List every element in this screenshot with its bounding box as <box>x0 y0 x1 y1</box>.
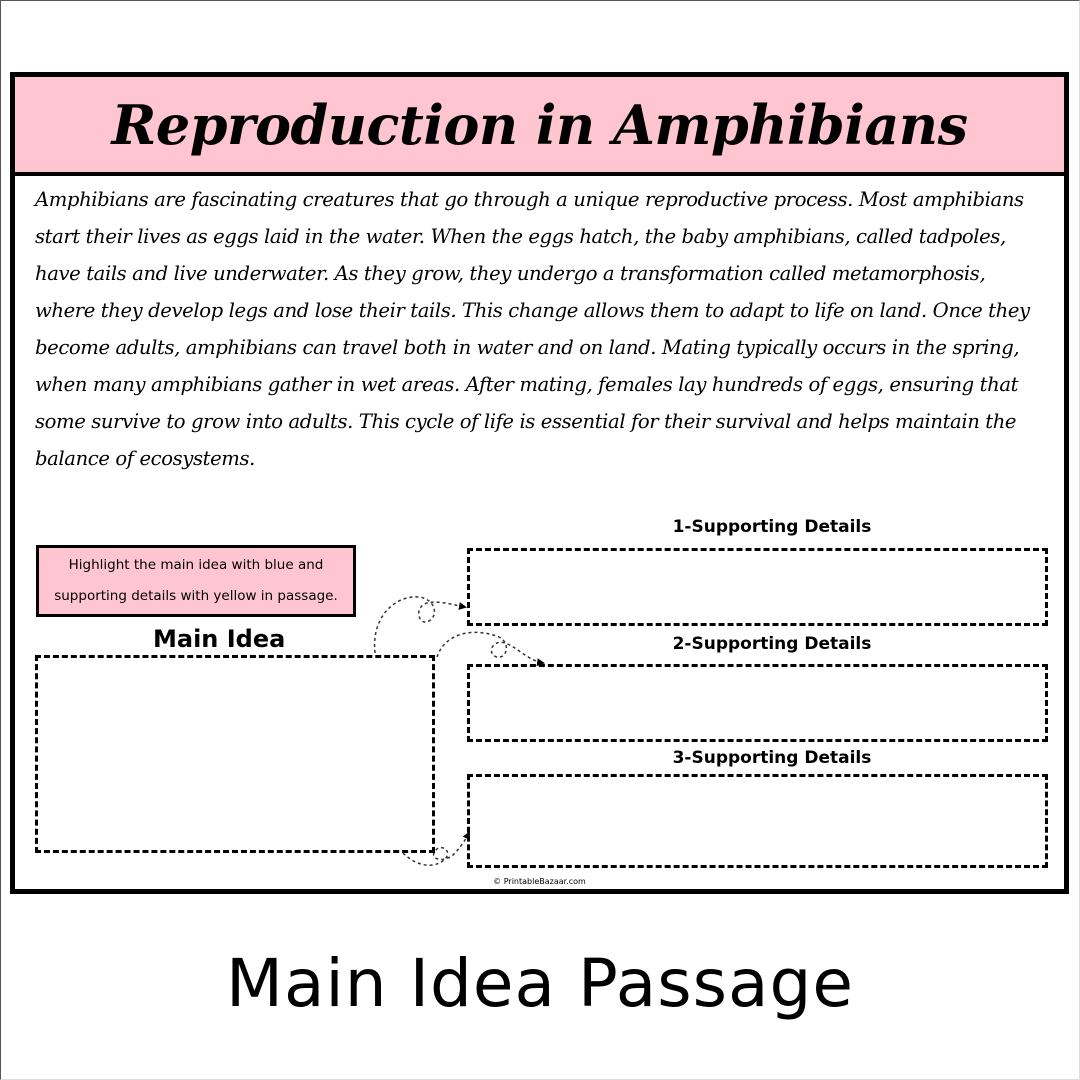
supporting-detail-2-box[interactable] <box>467 664 1048 742</box>
worksheet <box>10 72 1069 894</box>
arrow-to-detail-1 <box>375 597 465 653</box>
arrow-to-detail-2 <box>437 632 543 663</box>
title-band <box>15 77 1064 176</box>
supporting-detail-3-heading: 3-Supporting Details <box>672 748 872 768</box>
supporting-detail-1-heading: 1-Supporting Details <box>672 517 872 537</box>
reading-passage: Amphibians are fascinating creatures that go through a unique reproductive process. Most amphibians start their lives as eggs laid in the water. When the eggs hatch, the baby amphibians, called tadpoles, have tails and live underwater. As they grow, they undergo a transformation called metamorphosis, where they develop legs and lose their tails. This change allows them to adapt to life on land. Once they become adults, amphibians can travel both in water and on land. Mating typically occurs in the spring, when many amphibians gather in wet areas. After mating, females lay hundreds of eggs, ensuring that some survive to grow into adults. This cycle of life is essential for their survival and helps maintain the balance of ecosystems. <box>35 188 1030 470</box>
page-caption: Main Idea Passage <box>226 945 854 1022</box>
main-idea-heading: Main Idea <box>153 625 286 653</box>
supporting-detail-1-box[interactable] <box>467 548 1048 626</box>
instruction-box <box>36 545 356 617</box>
instruction-text: Highlight the main idea with blue and supporting details with yellow in passage. <box>54 557 338 604</box>
worksheet-title: Reproduction in Amphibians <box>111 92 968 157</box>
copyright-notice: © PrintableBazaar.com <box>493 877 586 886</box>
supporting-detail-3-box[interactable] <box>467 774 1048 868</box>
supporting-detail-2-heading: 2-Supporting Details <box>672 634 872 654</box>
main-idea-answer-box[interactable] <box>35 655 435 853</box>
